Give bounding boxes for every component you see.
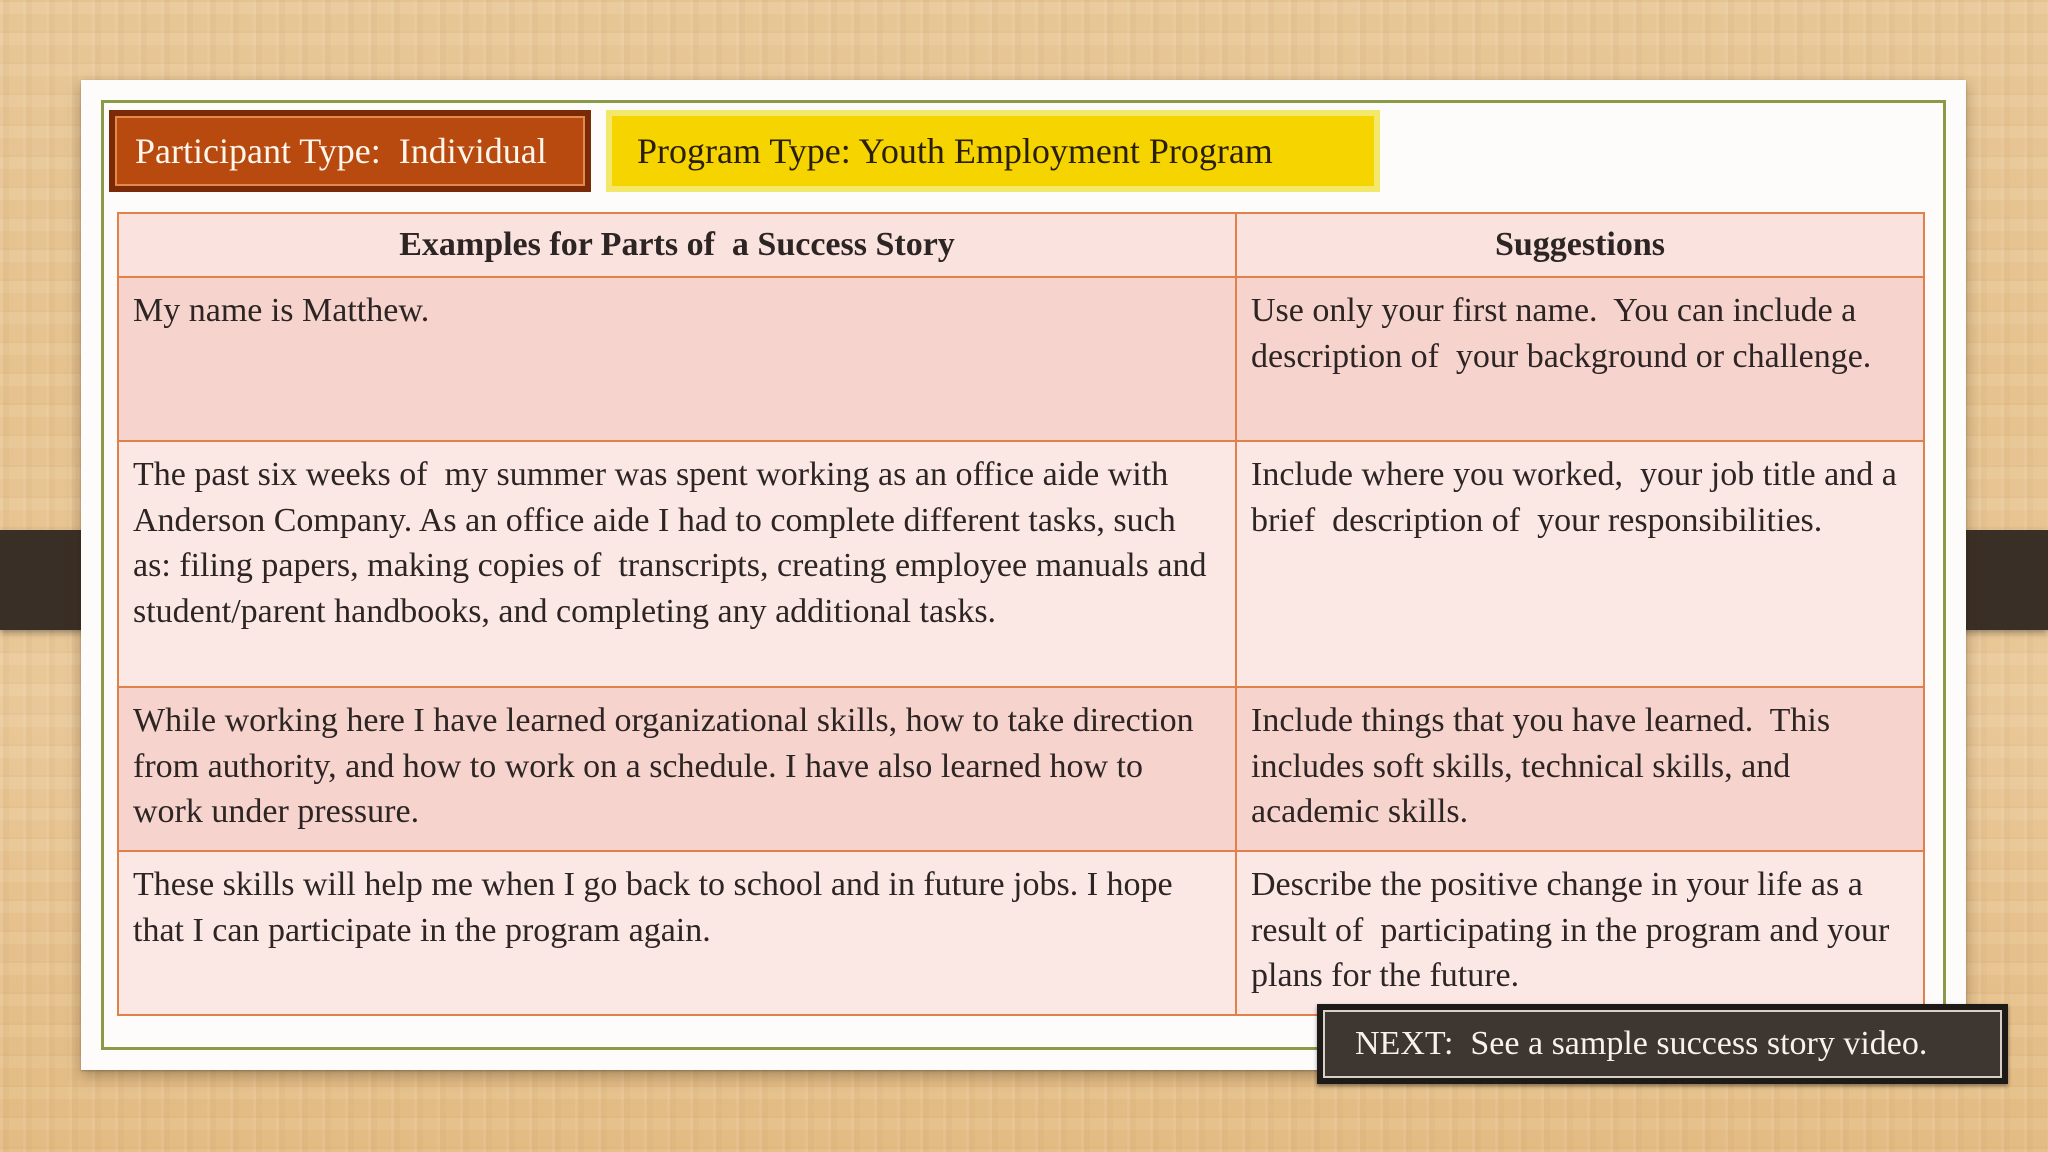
column-header-suggestions: Suggestions xyxy=(1236,213,1924,277)
program-type-badge xyxy=(606,110,1380,192)
table-header-row xyxy=(118,213,1924,277)
suggestion-cell: Use only your first name. You can include a description of your background or challenge. xyxy=(1236,277,1924,441)
table-row xyxy=(118,441,1924,687)
suggestion-cell: Describe the positive change in your life as a result of participating in the program and your plans for the future. xyxy=(1236,851,1924,1015)
next-button-label: NEXT: See a sample success story video. xyxy=(1355,1025,1928,1062)
example-cell: While working here I have learned organizational skills, how to take direction from authority, and how to work on a schedule. I have also learned how to work under pressure. xyxy=(118,687,1236,851)
column-header-examples: Examples for Parts of a Success Story xyxy=(118,213,1236,277)
example-cell: My name is Matthew. xyxy=(118,277,1236,441)
participant-type-label: Participant Type: Individual xyxy=(135,131,547,171)
next-video-button[interactable] xyxy=(1317,1004,2008,1084)
suggestion-cell: Include things that you have learned. This includes soft skills, technical skills, and academic skills. xyxy=(1236,687,1924,851)
table-row xyxy=(118,851,1924,1015)
success-story-table xyxy=(117,212,1925,1016)
table-row xyxy=(118,277,1924,441)
table-row xyxy=(118,687,1924,851)
example-cell: These skills will help me when I go back to school and in future jobs. I hope that I can participate in the program again. xyxy=(118,851,1236,1015)
suggestion-cell: Include where you worked, your job title and a brief description of your responsibilities. xyxy=(1236,441,1924,687)
example-cell: The past six weeks of my summer was spent working as an office aide with Anderson Company. As an office aide I had to complete different tasks, such as: filing papers, making copies of transcripts, creating employee manuals and student/parent handbooks, and completing any additional tasks. xyxy=(118,441,1236,687)
participant-type-badge xyxy=(109,110,591,192)
program-type-label: Program Type: Youth Employment Program xyxy=(637,131,1273,171)
